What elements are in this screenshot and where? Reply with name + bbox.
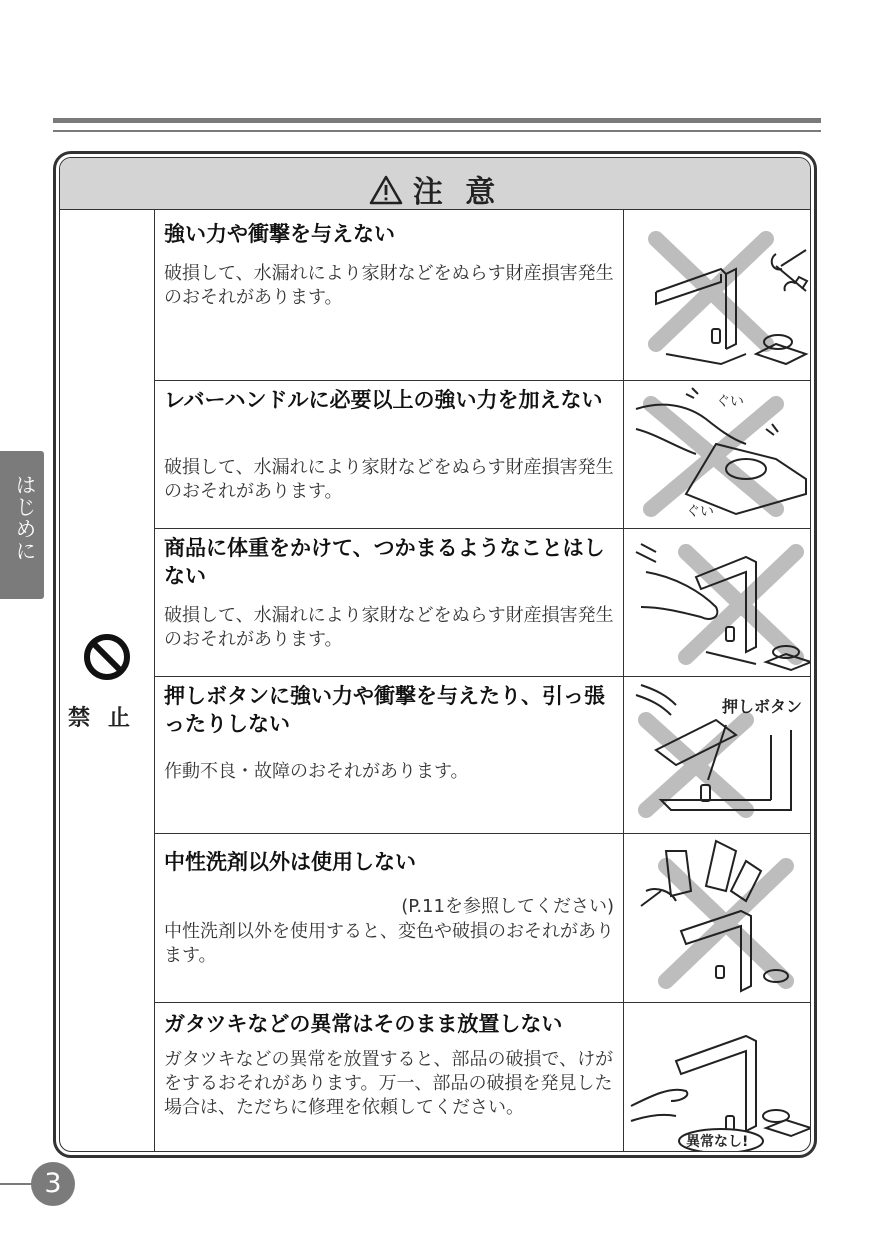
- prohibition-label: 禁止: [68, 706, 149, 731]
- row-divider: [154, 1002, 810, 1003]
- caution-title: 注 意: [412, 175, 502, 210]
- caution-table: [59, 157, 811, 1152]
- push-label-upper: ぐい: [716, 394, 744, 410]
- row-5-reference: (P.11を参照してください): [401, 896, 614, 917]
- push-label-lower: ぐい: [686, 504, 714, 520]
- row-4-body: 作動不良・故障のおそれがあります。: [164, 761, 469, 782]
- warning-triangle-icon: [369, 175, 403, 205]
- row-4-title: 押しボタンに強い力や衝撃を与えたり、引っ張ったりしない: [164, 684, 605, 736]
- prohibition-icon: [82, 632, 132, 682]
- push-button-label: 押しボタン: [722, 697, 803, 716]
- faucet-wrench-illustration: [626, 214, 810, 376]
- lever-handle-illustration: [626, 384, 810, 526]
- row-divider: [154, 528, 810, 529]
- no-issue-illustration: [626, 1006, 810, 1152]
- section-tab-label: はじめに: [13, 474, 37, 562]
- prohibition-symbol: [78, 632, 136, 686]
- row-2-title: レバーハンドルに必要以上の強い力を加えない: [164, 388, 603, 412]
- row-6-body: ガタツキなどの異常を放置すると、部品の破損で、けがをするおそれがあります。万一、部品の破損を発見した場合は、ただちに修理を依頼してください。: [164, 1049, 614, 1118]
- row-5-body: 中性洗剤以外を使用すると、変色や破損のおそれがあります。: [164, 921, 614, 966]
- row-divider: [154, 833, 810, 834]
- page-number: 3: [31, 1162, 75, 1206]
- row-divider: [154, 676, 810, 677]
- row-5-title: 中性洗剤以外は使用しない: [164, 850, 416, 874]
- row-divider: [154, 380, 810, 381]
- hand-on-faucet-illustration: [626, 532, 810, 674]
- row-2-body: 破損して、水漏れにより家財などをぬらす財産損害発生のおそれがあります。: [164, 457, 614, 502]
- row-3-title: 商品に体重をかけて、つかまるようなことはしない: [164, 536, 605, 588]
- push-button-illustration: [626, 680, 810, 830]
- top-rule-thin: [53, 130, 821, 132]
- row-6-title: ガタツキなどの異常はそのまま放置しない: [164, 1012, 563, 1036]
- row-1-title: 強い力や衝撃を与えない: [164, 222, 395, 246]
- caution-header: [60, 158, 810, 210]
- detergent-illustration: [626, 836, 810, 1000]
- page-number-line: [0, 1183, 33, 1185]
- top-rule-thick: [53, 118, 821, 123]
- no-issue-label: 異常なし!: [686, 1134, 749, 1150]
- row-3-body: 破損して、水漏れにより家財などをぬらす財産損害発生のおそれがあります。: [164, 605, 614, 650]
- column-divider-left: [154, 210, 155, 1151]
- row-1-body: 破損して、水漏れにより家財などをぬらす財産損害発生のおそれがあります。: [164, 263, 614, 308]
